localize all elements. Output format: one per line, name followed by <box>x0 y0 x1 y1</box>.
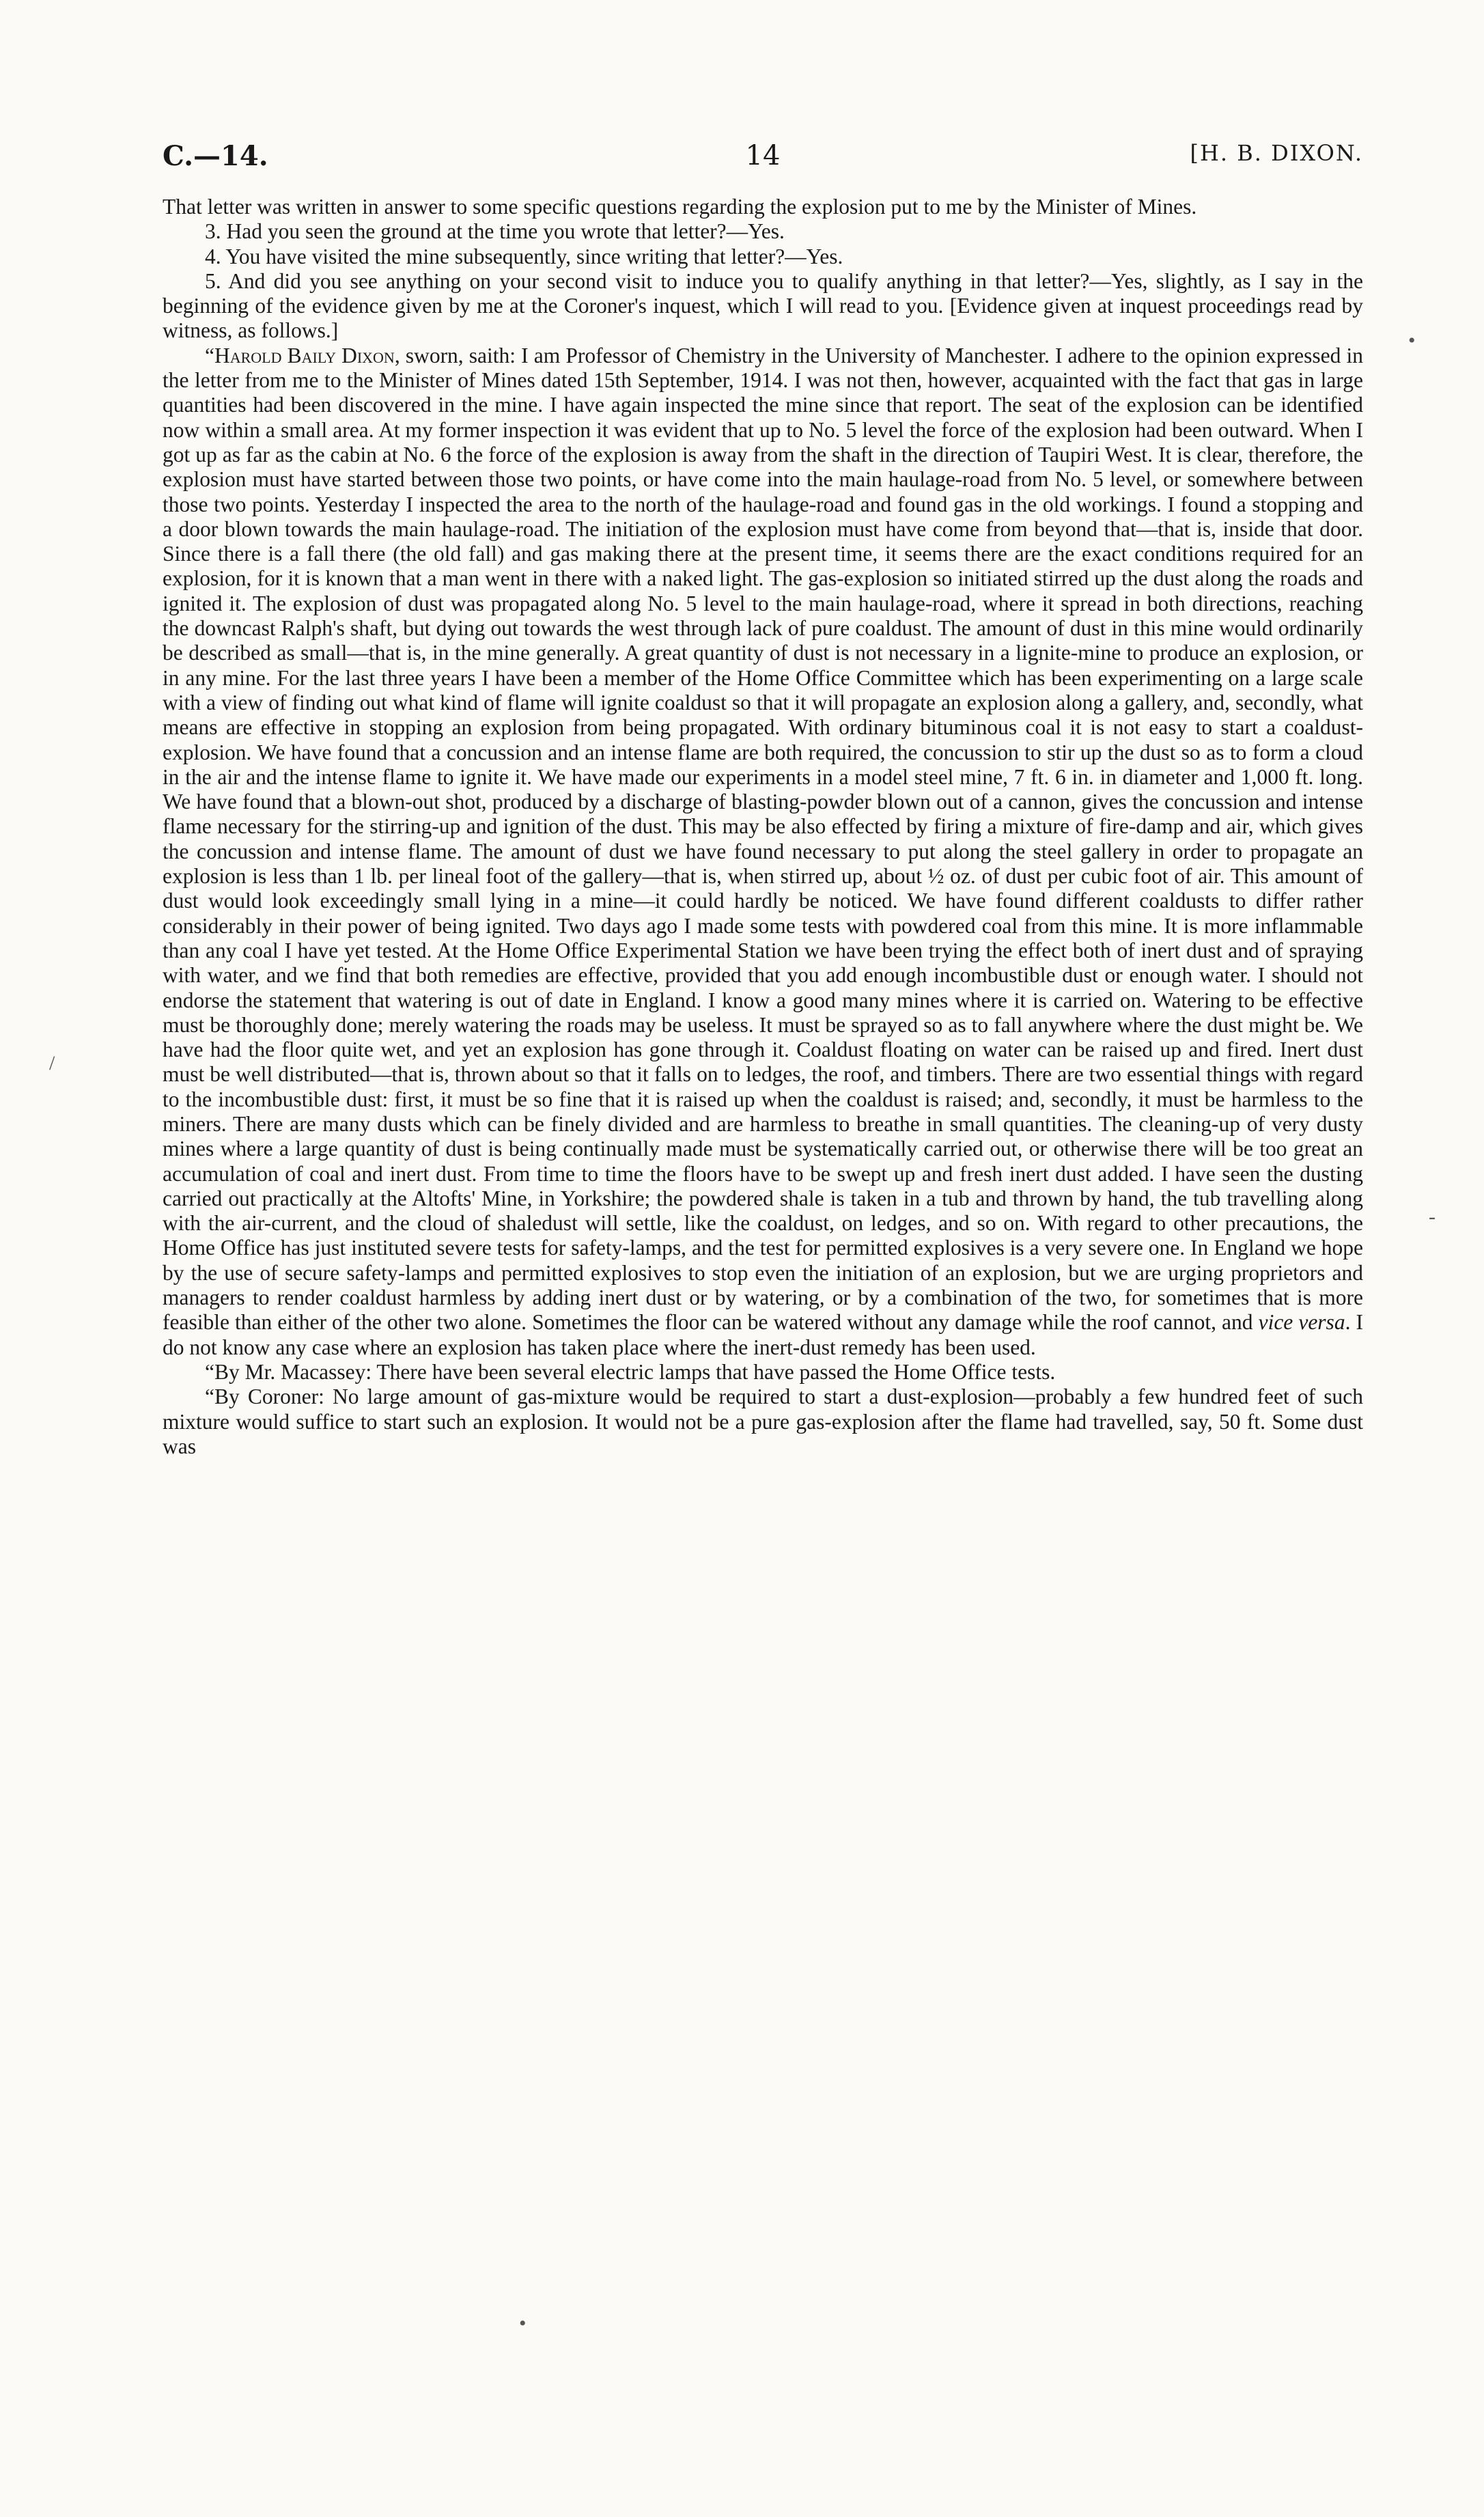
evidence-text: , sworn, saith: I am Professor of Chemistry in the University of Manchester. I adhere to the opinion expressed in the letter from me to the Minister of Mines dated 15th September, 1914. I was not then, however, acquainted with the fact that gas in large quantities had been discovered in the mine. I have again inspected the mine since that report. The seat of the explosion can be identified now within a small area. At my former inspection it was evident that up to No. 5 level the force of the explosion had been outward. When I got up as far as the cabin at No. 6 the force of the explosion is away from the shaft in the direction of Taupiri West. It is clear, therefore, the explosion must have started between those two points, or have come into the main haulage-road from No. 5 level, or somewhere between those two points. Yesterday I inspected the area to the north of the haulage-road and found gas in the old workings. I found a stopping and a door blown towards the main haulage-road. The initiation of the explosion must have come from beyond that—that is, inside that door. Since there is a fall there (the old fall) and gas making there at the present time, it seems there are the exact conditions required for an explosion, for it is known that a man went in there with a naked light. The gas-explosion so initiated stirred up the dust along the roads and ignited it. The explosion of dust was propagated along No. 5 level to the main haulage-road, where it spread in both directions, reaching the downcast Ralph's shaft, but dying out towards the west through lack of pure coaldust. The amount of dust in this mine would ordinarily be described as small—that is, in the mine generally. A great quantity of dust is not necessary in a lignite-mine to produce an explosion, or in any mine. For the last three years I have been a member of the Home Office Committee which has been experimenting on a large scale with a view of finding out what kind of flame will ignite coaldust so that it will propagate an explosion along a gallery, and, secondly, what means are effective in stopping an explosion from being propagated. With ordinary bituminous coal it is not easy to start a coaldust-explosion. We have found that a concussion and an intense flame are both required, the concussion to stir up the dust so as to form a cloud in the air and the intense flame to ignite it. We have made our experiments in a model steel mine, 7 ft. 6 in. in diameter and 1,000 ft. long. We have found that a blown-out shot, produced by a discharge of blasting-powder blown out of a cannon, gives the concussion and intense flame necessary for the stirring-up and ignition of the dust. This may be also effected by firing a mixture of fire-damp and air, which gives the concussion and intense flame. The amount of dust we have found necessary to put along the steel gallery in order to propagate an explosion is less than 1 lb. per lineal foot of the gallery—that is, when stirred up, about ½ oz. of dust per cubic foot of air. This amount of dust would look exceedingly small lying in a mine—it could hardly be noticed. We have found different coaldusts to differ rather considerably in their power of being ignited. Two days ago I made some tests with powdered coal from this mine. It is more inflammable than any coal I have yet tested. At the Home Office Experimental Station we have been trying the effect both of inert dust and of spraying with water, and we find that both remedies are effective, provided that you add enough incombustible dust or enough water. I should not endorse the statement that watering is out of date in England. I know a good many mines where it is carried on. Watering to be effective must be thoroughly done; merely watering the roads may be useless. It must be sprayed so as to fall anywhere where the dust might be. We have had the floor quite wet, and yet an explosion has gone through it. Coaldust floating on water can be raised up and fired. Inert dust must be well distributed—that is, thrown about so that it falls on to ledges, the roof, and timbers. There are two essential things with regard to the incombustible dust: first, it must be so fine that it is raised up when the coaldust is raised; and, secondly, it must be harmless to the miners. There are many dusts which can be finely divided and are harmless to breathe in small quantities. The cleaning-up of very dusty mines where a large quantity of dust is being continually made must be systematically carried out, or otherwise there will be too great an accumulation of coal and inert dust. From time to time the floors have to be swept up and fresh inert dust added. I have seen the dusting carried out practically at the Altofts' Mine, in Yorkshire; the powdered shale is taken in a tub and thrown by hand, the tub travelling along with the air-current, and the cloud of shaledust will settle, like the coaldust, on ledges, and so on. With regard to other precautions, the Home Office has just instituted severe tests for safety-lamps, and the test for permitted explosives is a very severe one. In England we hope by the use of secure safety-lamps and permitted explosives to stop even the initiation of an explosion, but we are urging proprietors and managers to render coaldust harmless by adding inert dust or by watering, or by a combination of the two, for sometimes that is more feasible than either of the other two alone. Sometimes the floor can be watered without any damage while the roof cannot, and <box>163 343 1364 1335</box>
margin-tick-mark: / <box>49 1052 55 1074</box>
document-reference: C.—14. <box>163 140 268 172</box>
document-page <box>163 140 1363 1459</box>
witness-name-header: [H. B. DIXON. <box>1190 140 1363 166</box>
margin-dot-mark: • <box>1408 329 1416 352</box>
coroner-question: “By Coroner: No large amount of gas-mixture would be required to start a dust-explosion—probably a few hundred feet of such mixture would suffice to start such an explosion. It would not be a pure gas-explosion after the flame had travelled, say, 50 ft. Some dust was <box>163 1385 1363 1458</box>
question-3: 3. Had you seen the ground at the time you wrote that letter?—Yes. <box>205 219 785 244</box>
italic-phrase: vice versa <box>1258 1310 1345 1335</box>
evidence-end: . I do not know any case where an explosion has taken place where the inert-dust remedy has been used. <box>163 1310 1363 1359</box>
question-4: 4. You have visited the mine subsequently, since writing that letter?—Yes. <box>205 244 843 268</box>
body-text <box>163 195 1363 1459</box>
inquest-evidence <box>163 344 1363 1360</box>
page-header <box>163 140 1363 182</box>
bottom-dot-mark: • <box>519 2312 527 2335</box>
open-quote: “ <box>205 343 214 367</box>
witness-name: Harold Baily Dixon <box>214 343 395 367</box>
question-5: 5. And did you see anything on your second visit to induce you to qualify anything in that letter?—Yes, slightly, as I say in the beginning of the evidence given by me at the Coroner's inquest, which I will read to you. [Evidence given at inquest proceedings read by witness, as follows.] <box>163 268 1363 343</box>
margin-dash-mark: - <box>1429 1206 1436 1228</box>
macassey-question: “By Mr. Macassey: There have been several electric lamps that have passed the Home Office tests. <box>205 1359 1056 1384</box>
page-number: 14 <box>745 140 781 171</box>
paragraph: That letter was written in answer to some specific questions regarding the explosion put to me by the Minister of Mines. <box>163 195 1197 219</box>
